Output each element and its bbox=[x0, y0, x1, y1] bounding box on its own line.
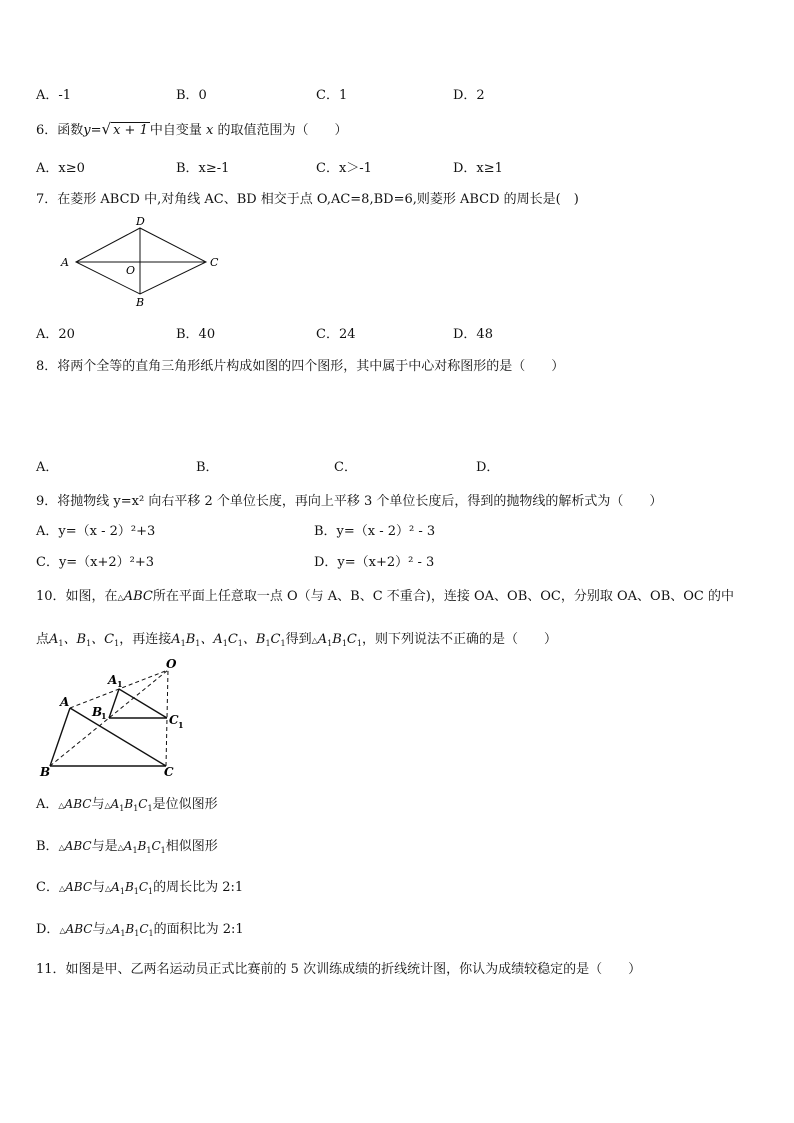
q9-option-b: B．y=（x - 2）² - 3 bbox=[314, 524, 436, 539]
q6-option-c: C．x＞-1 bbox=[316, 161, 372, 176]
q10-option-b: B．△ABC与是$\triangle A_1B_1C_1$相似图形 bbox=[36, 839, 218, 855]
q6-stem: 6．函数y=√ x + 1 中自变量 x 的取值范围为（ ） bbox=[36, 120, 348, 138]
label-a1: A bbox=[108, 673, 118, 687]
q8-stem: 8．将两个全等的直角三角形纸片构成如图的四个图形，其中属于中心对称图形的是（ ） bbox=[36, 359, 565, 374]
q7-option-d: D．48 bbox=[453, 327, 493, 342]
q10-triangle-figure bbox=[36, 656, 186, 780]
q6-option-b: B．x≥-1 bbox=[176, 161, 230, 176]
q10-stem-line1: 10．如图，在△ABC所在平面上任意取一点 O（与 A、B、C 不重合)，连接 OA、OB、OC，分别取 OA、OB、OC 的中 bbox=[36, 589, 734, 604]
q10-option-c: C．△ABC与$\triangle A_1B_1C_1$的周长比为 2:1 bbox=[36, 880, 244, 896]
label-c: C bbox=[164, 765, 174, 779]
q5-option-c: C．1 bbox=[316, 88, 348, 103]
svg-text:1: 1 bbox=[178, 720, 184, 730]
label-d: D bbox=[136, 215, 145, 228]
label-b: B bbox=[136, 296, 145, 309]
q10-option-d: D．△ABC与$\triangle A_1B_1C_1$的面积比为 2:1 bbox=[36, 922, 244, 938]
points-a1-b1-c1: $A_1$、$B_1$、$C_1$ bbox=[49, 632, 120, 648]
label-c1: C bbox=[169, 713, 179, 727]
q8-option-c: C． bbox=[334, 460, 357, 475]
label-o: O bbox=[126, 264, 136, 277]
q8-option-d: D． bbox=[476, 460, 500, 475]
label-b1: B bbox=[92, 705, 103, 719]
q5-option-b: B．0 bbox=[176, 88, 207, 103]
svg-text:1: 1 bbox=[117, 679, 123, 689]
q6-option-a: A．x≥0 bbox=[36, 161, 85, 176]
q9-stem: 9．将抛物线 y=x² 向右平移 2 个单位长度，再向上平移 3 个单位长度后，得到的抛物线的解析式为（ ） bbox=[36, 494, 663, 509]
triangle-a1b1c1-notation: $\triangle A_1B_1C_1$ bbox=[311, 632, 362, 648]
rhombus-outline bbox=[76, 228, 206, 294]
label-a: A bbox=[60, 695, 70, 709]
q7-option-b: B．40 bbox=[176, 327, 216, 342]
q6-option-d: D．x≥1 bbox=[453, 161, 503, 176]
q8-option-a: A． bbox=[36, 460, 59, 475]
svg-text:1: 1 bbox=[101, 711, 107, 721]
q7-stem: 7．在菱形 ABCD 中,对角线 AC、BD 相交于点 O,AC=8,BD=6,则菱形 ABCD 的周长是( ) bbox=[36, 192, 579, 207]
q11-stem: 11．如图是甲、乙两名运动员正式比赛前的 5 次训练成绩的折线统计图，你认为成绩较稳定的是（ ） bbox=[36, 962, 642, 977]
q9-option-c: C．y=（x+2）²+3 bbox=[36, 555, 155, 570]
q5-option-d: D．2 bbox=[453, 88, 485, 103]
label-c: C bbox=[210, 256, 219, 269]
label-b: B bbox=[40, 765, 51, 779]
q10-option-a: A．△ABC与$\triangle A_1B_1C_1$是位似图形 bbox=[36, 797, 218, 813]
label-o: O bbox=[166, 657, 177, 671]
q9-option-a: A．y=（x - 2）²+3 bbox=[36, 524, 156, 539]
q7-option-a: A．20 bbox=[36, 327, 75, 342]
q9-option-d: D．y=（x+2）² - 3 bbox=[314, 555, 435, 570]
q7-rhombus-figure bbox=[58, 214, 228, 310]
q5-option-a: A．-1 bbox=[36, 88, 72, 103]
q7-option-c: C．24 bbox=[316, 327, 356, 342]
triangle-abc-notation: △ABC bbox=[117, 589, 153, 604]
q6-sqrt-radicand: x + 1 bbox=[113, 123, 148, 138]
q8-option-b: B． bbox=[196, 460, 219, 475]
segments-notation: $A_1B_1$、$A_1C_1$、$B_1C_1$ bbox=[171, 632, 286, 648]
q10-stem-line2: 点$A_1$、$B_1$、$C_1$，再连接$A_1B_1$、$A_1C_1$、$B_1C_1$得到$\triangle A_1B_1C_1$，则下列说法不正确的是（ ） bbox=[36, 632, 557, 648]
label-a: A bbox=[61, 256, 69, 269]
